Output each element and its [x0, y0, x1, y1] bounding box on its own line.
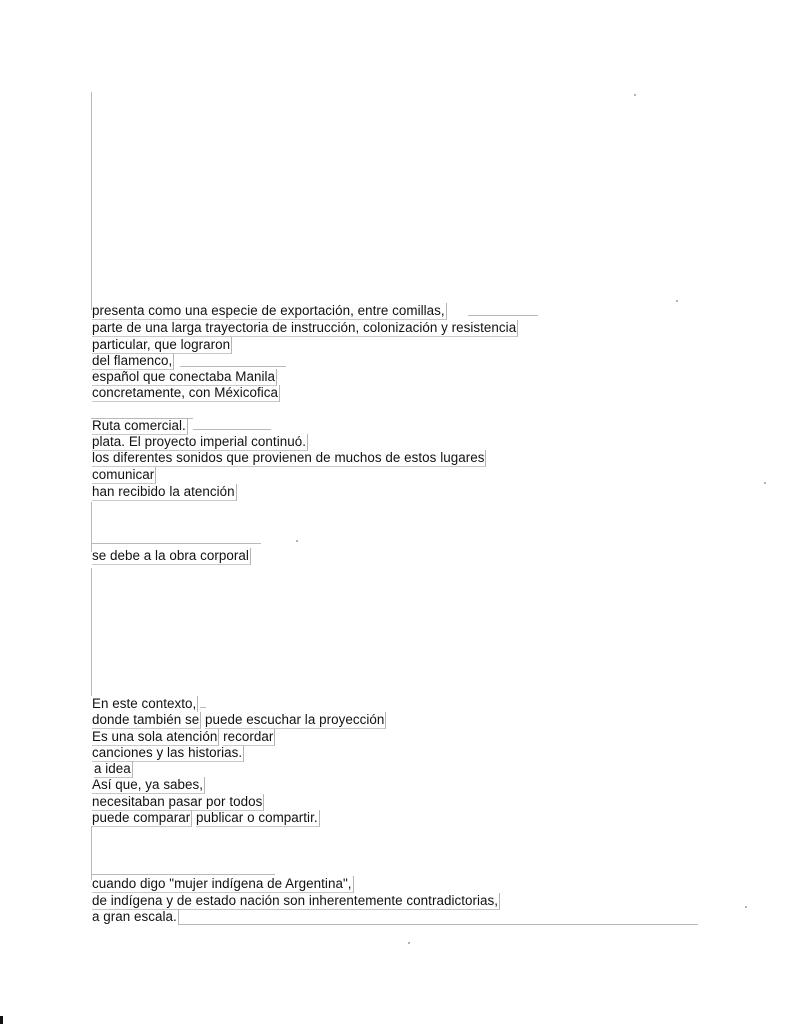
text-line — [92, 337, 232, 354]
left-margin-rule-mid — [91, 502, 92, 552]
text-line — [92, 467, 156, 484]
rule-after-comillas — [468, 315, 538, 316]
scan-edge-mark — [0, 1016, 3, 1024]
text-segment: particular, que lograron — [92, 337, 231, 352]
rule-contexto — [200, 707, 206, 708]
text-line — [92, 712, 386, 729]
text-segment: español que conectaba Manila — [92, 369, 276, 384]
scan-speck — [676, 300, 678, 302]
text-segment: comunicar — [92, 467, 155, 482]
scan-speck — [764, 482, 766, 484]
text-segment: En este contexto, — [92, 696, 197, 711]
text-segment: Es una sola atención — [92, 729, 218, 744]
text-segment: plata. El proyecto imperial continuó. — [92, 434, 306, 449]
text-segment: del flamenco, — [92, 353, 173, 368]
scan-speck — [296, 540, 298, 542]
text-line — [92, 353, 174, 370]
text-line — [92, 745, 244, 762]
text-line — [92, 320, 518, 337]
text-segment: necesitaban pasar por todos — [92, 794, 263, 809]
text-segment: parte de una larga trayectoria de instrucción, colonización y resistencia — [92, 320, 517, 335]
text-segment: de indígena y de estado nación son inherentemente contradictorias, — [92, 893, 499, 908]
text-line — [92, 450, 486, 467]
text-segment: concretamente, con Méxicofica — [92, 385, 279, 400]
text-line — [92, 794, 264, 811]
text-segment: donde también se — [92, 712, 200, 727]
text-line — [92, 434, 308, 451]
rule-after-ruta — [193, 429, 271, 430]
text-segment: puede comparar — [92, 810, 191, 825]
text-line — [92, 810, 320, 827]
text-segment: cuando digo "mujer indígena de Argentina", — [92, 876, 352, 891]
text-line — [92, 369, 277, 386]
text-line — [92, 777, 205, 794]
rule-footer — [178, 924, 698, 925]
text-line — [92, 484, 237, 501]
scan-speck — [634, 94, 636, 96]
text-line — [94, 761, 133, 778]
text-segment: recordar — [223, 729, 274, 744]
text-line — [92, 548, 251, 565]
scan-speck — [408, 942, 410, 944]
text-segment: han recibido la atención — [92, 484, 235, 499]
text-line — [92, 893, 500, 910]
text-segment: a idea — [94, 761, 131, 776]
text-segment: a gran escala. — [92, 909, 177, 924]
text-segment: Así que, ya sabes, — [92, 777, 204, 792]
text-segment: puede escuchar la proyección — [205, 712, 385, 727]
text-segment: publicar o compartir. — [196, 810, 318, 825]
text-segment: canciones y las historias. — [92, 745, 243, 760]
text-line — [92, 696, 198, 712]
text-segment: Ruta comercial. — [92, 418, 186, 433]
rule-block2-top — [91, 543, 261, 544]
text-line — [92, 418, 188, 435]
rule-block4-top — [91, 874, 275, 875]
left-margin-rule-bottom — [91, 826, 92, 880]
text-segment: presenta como una especie de exportación, entre comillas, — [92, 303, 445, 318]
scan-speck — [745, 906, 747, 908]
text-line — [92, 385, 280, 402]
rule-after-flamenco — [180, 366, 286, 367]
text-segment: los diferentes sonidos que provienen de muchos de estos lugares — [92, 450, 485, 465]
text-line — [92, 876, 354, 893]
left-margin-rule-lower — [91, 568, 92, 696]
left-margin-rule-top — [91, 92, 92, 310]
text-segment: se debe a la obra corporal — [92, 548, 249, 563]
text-line — [92, 729, 275, 746]
text-line — [92, 303, 447, 320]
text-line — [92, 909, 179, 925]
